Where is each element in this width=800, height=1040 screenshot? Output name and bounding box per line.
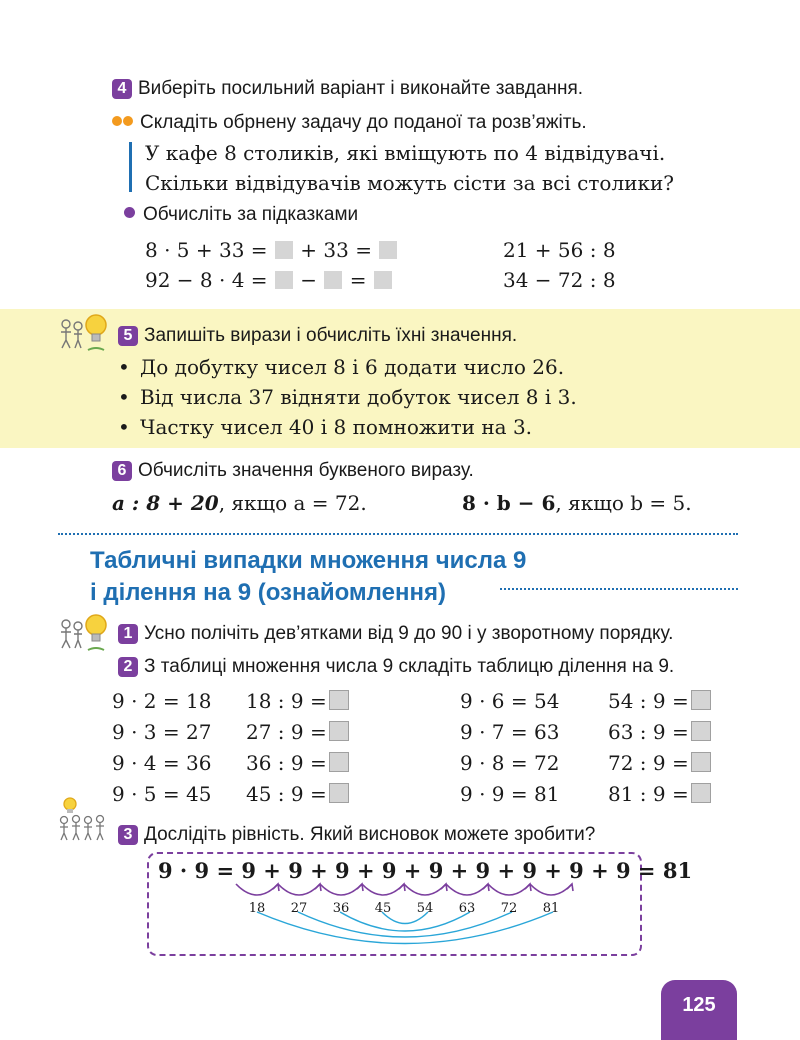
mult-row: 9 · 7 = 63 [460, 720, 560, 744]
partial-sum-label: 45 [374, 901, 392, 916]
bullet-text: Від числа 37 відняти добуток чисел 8 і 3. [140, 385, 577, 409]
step-arrow [404, 884, 446, 895]
div-text: 54 : 9 = [608, 689, 689, 713]
pair-arc [298, 912, 512, 937]
bullet-text: Частку чисел 40 і 8 помножити на 3. [140, 415, 533, 439]
expr-condition: , якщо b = 5. [555, 491, 692, 515]
expr-text: − [300, 268, 318, 292]
mult-row: 9 · 3 = 27 [112, 720, 212, 744]
div-text: 72 : 9 = [608, 751, 689, 775]
s-task3-instruction: Дослідіть рівність. Який висновок можете зробити? [144, 824, 596, 845]
expr-text: + 33 = [300, 238, 372, 262]
pair-arc [340, 912, 470, 931]
mult-row: 9 · 5 = 45 [112, 782, 212, 806]
partial-sum-label: 36 [332, 901, 350, 916]
div-text: 36 : 9 = [246, 751, 327, 775]
partial-sum-label: 18 [248, 901, 266, 916]
s-task2-instruction: З таблиці множення числа 9 складіть таблицю ділення на 9. [144, 656, 675, 677]
task-number-badge: 6 [112, 461, 132, 481]
expression-4: 34 − 72 : 8 [503, 268, 616, 292]
s-task1-instruction: Усно полічіть дев’ятками від 9 до 90 і у зворотному порядку. [144, 623, 674, 644]
div-text: 45 : 9 = [246, 782, 327, 806]
mult-row: 9 · 8 = 72 [460, 751, 560, 775]
partial-sum-label: 63 [458, 901, 476, 916]
arrow-head [567, 884, 573, 891]
problem-line-2: Скільки відвідувачів можуть сісти за всі столики? [145, 171, 675, 195]
task5-bullet-1: • До добутку чисел 8 і 6 додати число 26. [118, 355, 565, 379]
orange-instruction: Складіть обрнену задачу до поданої та розв’яжіть. [140, 112, 587, 133]
div-text: 63 : 9 = [608, 720, 689, 744]
step-arrow [320, 884, 362, 895]
task-number-badge: 2 [118, 657, 138, 677]
expr-main: a : 8 + 20 [112, 491, 219, 515]
div-text: 27 : 9 = [246, 720, 327, 744]
div-text: 18 : 9 = [246, 689, 327, 713]
bullet-text: До добутку чисел 8 і 6 додати число 26. [140, 355, 565, 379]
partial-sum-label: 27 [290, 901, 308, 916]
page-number: 125 [661, 980, 737, 1040]
task-number-badge: 4 [112, 79, 132, 99]
mult-row: 9 · 4 = 36 [112, 751, 212, 775]
expr-text: 8 · 5 + 33 = [145, 238, 268, 262]
expr-condition: , якщо a = 72. [218, 491, 367, 515]
step-arrow [446, 884, 488, 895]
mult-row: 9 · 2 = 18 [112, 689, 212, 713]
expression-3: 21 + 56 : 8 [503, 238, 616, 262]
task5-instruction: Запишіть вирази і обчисліть їхні значення. [144, 325, 518, 346]
pair-arc [257, 912, 553, 944]
task4-instruction: Виберіть посильний варіант і виконайте завдання. [138, 78, 584, 99]
task-number-badge: 1 [118, 624, 138, 644]
section-title-line-1: Табличні випадки множення числа 9 [90, 547, 527, 574]
task-number-badge: 3 [118, 825, 138, 845]
partial-sum-label: 81 [542, 901, 560, 916]
step-arrow [362, 884, 404, 895]
expr-text: = [349, 268, 367, 292]
partial-sum-label: 72 [500, 901, 518, 916]
div-text: 81 : 9 = [608, 782, 689, 806]
expr-main: 8 · b − 6 [462, 491, 556, 515]
mult-row: 9 · 9 = 81 [460, 782, 560, 806]
task-number-badge: 5 [118, 326, 138, 346]
mult-row: 9 · 6 = 54 [460, 689, 560, 713]
task5-bullet-2: • Від числа 37 відняти добуток чисел 8 і 3. [118, 385, 577, 409]
task6-instruction: Обчисліть значення буквеного виразу. [138, 460, 474, 481]
expr-text: 92 − 8 · 4 = [145, 268, 268, 292]
task5-bullet-3: • Частку чисел 40 і 8 помножити на 3. [118, 415, 533, 439]
equation-line: 9 · 9 = 9 + 9 + 9 + 9 + 9 + 9 + 9 + 9 + 9 = 81 [158, 858, 693, 883]
step-arrow [530, 884, 572, 895]
purple-instruction: Обчисліть за підказками [143, 204, 359, 225]
partial-sum-label: 54 [416, 901, 434, 916]
step-arrow [236, 884, 278, 895]
step-arrow [278, 884, 320, 895]
step-arrow [488, 884, 530, 895]
section-title-line-2: і ділення на 9 (ознайомлення) [90, 579, 446, 606]
problem-line-1: У кафе 8 столиків, які вміщують по 4 відвідувачі. [145, 141, 666, 165]
